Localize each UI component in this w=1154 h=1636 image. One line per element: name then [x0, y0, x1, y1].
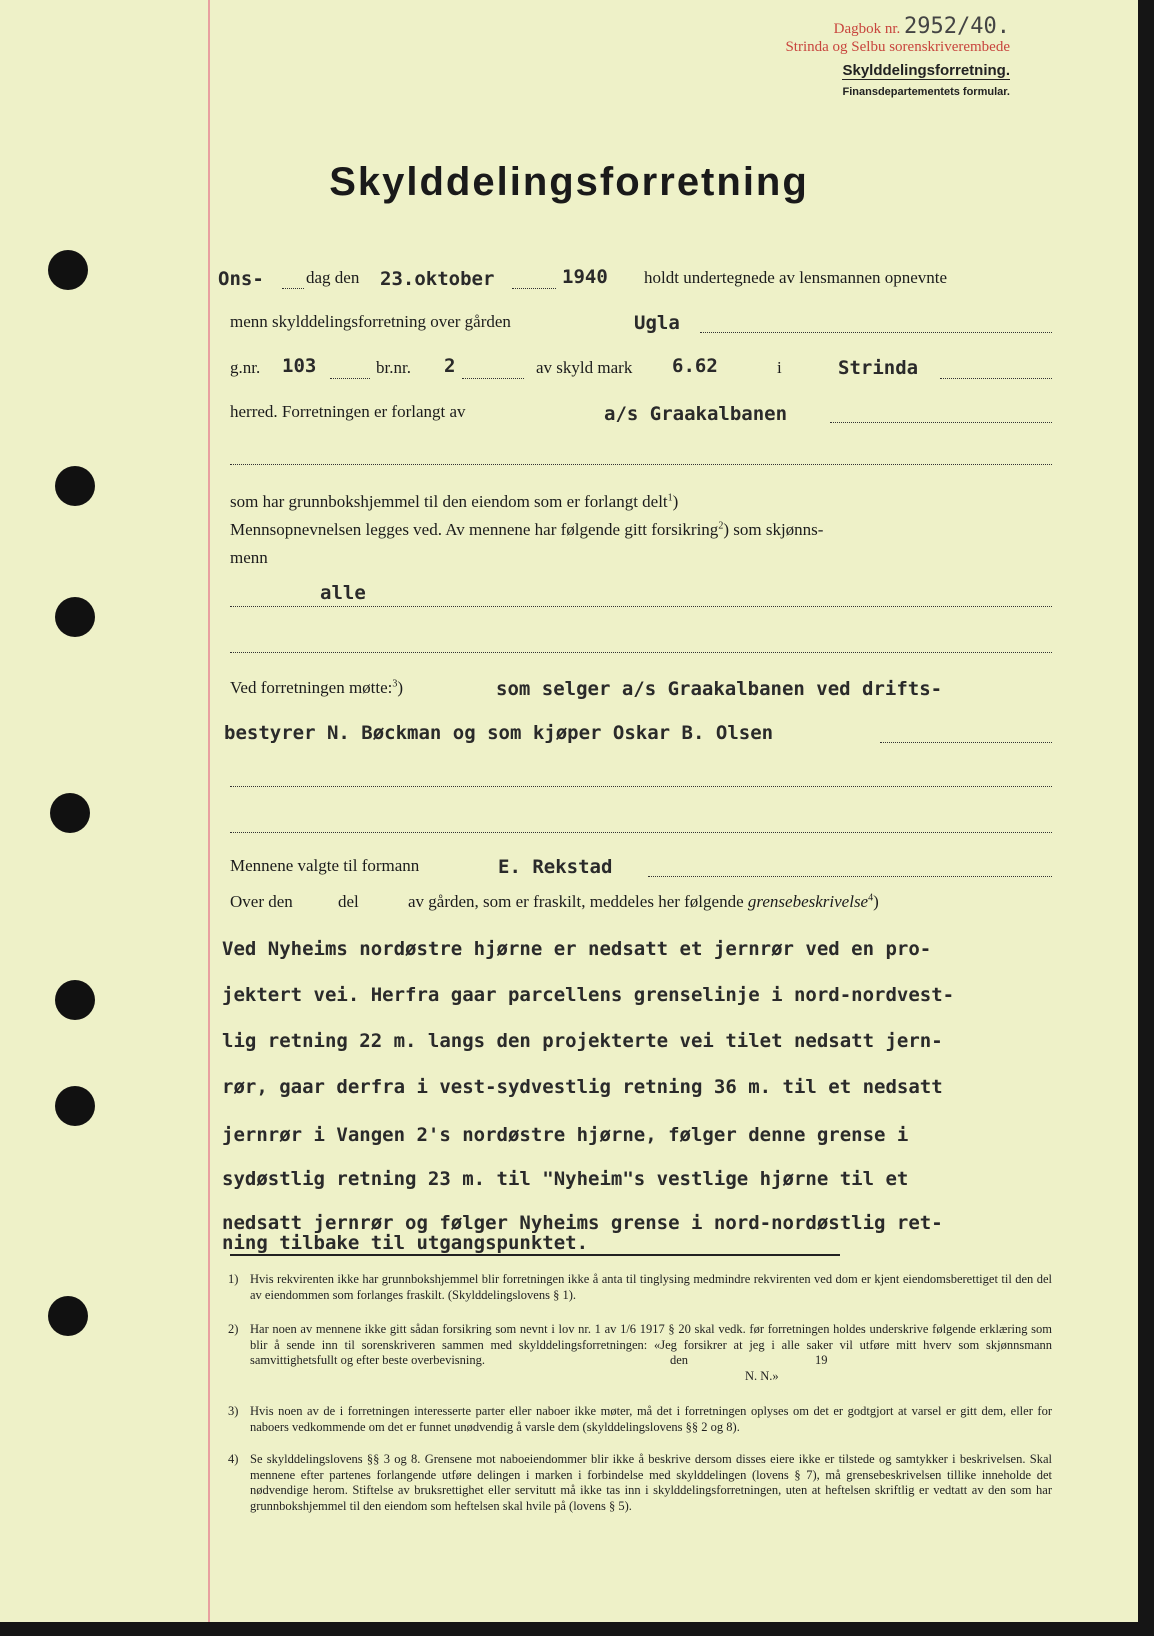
label-chairman: Mennene valgte til formann [230, 856, 420, 875]
boundary-line: sydøstlig retning 23 m. til "Nyheim"s vestlige hjørne til et [222, 1168, 909, 1190]
label-gnr: g.nr. [230, 358, 261, 377]
fill-line [230, 464, 1052, 465]
footnote-ref: 1 [667, 492, 673, 504]
journal-number: 2952/40. [904, 14, 1010, 39]
boundary-line: ning tilbake til utgangspunktet. [222, 1232, 589, 1254]
attendance-line: bestyrer N. Bøckman og som kjøper Oskar B. Olsen [224, 722, 774, 744]
para-line: som har grunnbokshjemmel til den eiendom som er forlangt delt$^1$) [230, 492, 679, 511]
fill-line [830, 422, 1052, 423]
fill-line [230, 606, 1052, 607]
label-text: Ved forretningen møtte: [230, 678, 393, 697]
punch-hole [55, 980, 95, 1020]
footnote-mark: 2) [228, 1322, 239, 1336]
intro-text: del [338, 892, 359, 911]
para-line: Mennsopnevnelsen legges ved. Av mennene har følgende gitt forsikring$^2$) som skjønns- [230, 520, 824, 539]
brnr-value: 2 [444, 355, 456, 377]
boundary-line: Ved Nyheims nordøstre hjørne er nedsatt et jernrør ved en pro- [222, 938, 932, 960]
footnote-ref: 4 [868, 892, 874, 904]
gnr-value: 103 [282, 355, 317, 377]
requester-value: a/s Graakalbanen [604, 403, 788, 425]
label-brnr: br.nr. [376, 358, 411, 377]
boundary-line: rør, gaar derfra i vest-sydvestlig retning 36 m. til et nedsatt [222, 1076, 943, 1098]
footnote-text: Se skylddelingslovens §§ 3 og 8. Grensene mot naboeiendommer blir ikke å beskrive dersom disses eiere ikke er tilstede og samtykker i beskrivelsen. Skal mennene efter partenes forlangende utføre delingen i marken i forbindelse med skylddelingen (lovens § 7), må grensebeskrivelsen tillike inneholde det nødvendige herom. Stiftelse av bruksrettighet eller servitutt må ikke tas inn i skylddelingsforretningen, uten at heftelsen skriftlig er vedtatt av den som har grunnbokshjemmel til den eiendom som heftelsen skal hvile på (lovens § 5). [250, 1452, 1052, 1513]
punch-hole [48, 250, 88, 290]
para-text: Mennsopnevnelsen legges ved. Av mennene har følgende gitt forsikring [230, 520, 719, 539]
attendance-line: som selger a/s Graakalbanen ved drifts- [496, 678, 943, 700]
fill-line [230, 832, 1052, 833]
para-line: menn [230, 548, 268, 567]
form-source: Finansdepartementets formular. [842, 86, 1010, 98]
label-attendance: Ved forretningen møtte:$^3$) [230, 678, 404, 697]
chairman-name: E. Rekstad [498, 856, 613, 878]
fill-line [940, 378, 1052, 379]
punch-hole [55, 1086, 95, 1126]
fill-line [462, 378, 524, 379]
skyld-value: 6.62 [672, 355, 718, 377]
boundary-line: nedsatt jernrør og følger Nyheims grense i nord-nordøstlig ret- [222, 1212, 943, 1234]
footnote [228, 1272, 1052, 1303]
label-holdt: holdt undertegnede av lensmannen opnevnte [644, 268, 948, 287]
footnote [228, 1322, 1052, 1385]
fill-line [230, 652, 1052, 653]
punch-hole [55, 466, 95, 506]
herred-value: Strinda [838, 357, 919, 379]
intro-text: av gården, som er fraskilt, meddeles her følgende grensebeskrivelse$^4$) [408, 892, 879, 911]
para-text: som har grunnbokshjemmel til den eiendom som er forlangt delt [230, 492, 668, 511]
fill-line [700, 332, 1052, 333]
intro-text: Over den [230, 892, 293, 911]
footnote-ref: 3 [392, 678, 398, 690]
intro-text-main: av gården, som er fraskilt, meddeles her følgende [408, 892, 744, 911]
fill-line [282, 288, 304, 289]
stamp-label: Dagbok nr. [833, 21, 901, 37]
fill-line [880, 742, 1052, 743]
boundary-line: jektert vei. Herfra gaar parcellens grenselinje i nord-nordvest- [222, 984, 955, 1006]
year-value: 1940 [562, 266, 608, 288]
punch-hole [48, 1296, 88, 1336]
assurance-answer: alle [320, 582, 366, 604]
footnote-text: Hvis rekvirenten ikke har grunnbokshjemmel blir forretningen ikke å anta til tinglysing medmindre rekvirenten ved dom er kjent eiendomsberettiget til den del av eiendommen som forlanges fraskilt. (Skylddelingslovens § 1). [250, 1272, 1052, 1302]
footnote-year: 19 [815, 1352, 828, 1367]
footnote [228, 1404, 1052, 1435]
journal-stamp [785, 14, 1010, 56]
footnote-mark: 1) [228, 1272, 239, 1286]
fill-line [230, 786, 1052, 787]
label-requester: herred. Forretningen er forlangt av [230, 402, 466, 421]
weekday: Ons- [218, 268, 264, 290]
boundary-line: jernrør i Vangen 2's nordøstre hjørne, følger denne grense i [222, 1124, 909, 1146]
fill-line [512, 288, 556, 289]
para-text: som skjønns- [733, 520, 824, 539]
label-skyld: av skyld mark [536, 358, 633, 377]
footnote-separator [230, 1254, 840, 1256]
form-name: Skylddelingsforretning. [842, 62, 1010, 79]
farm-value: Ugla [634, 312, 680, 334]
label-farm: menn skylddelingsforretning over gården [230, 312, 511, 331]
footnote-ref: 2 [718, 520, 724, 532]
footnote-nn: N. N.» [745, 1368, 779, 1383]
fill-line [648, 876, 1052, 877]
footnote-text: Hvis noen av de i forretningen interesserte parter eller naboer ikke møter, må det i forretningen oplyses om det er godtgjort at varsel er gitt dem, eller for naboers vedkommende om det er funnet unødvendig å varsle dem (skylddelingslovens §§ 2 og 8). [250, 1404, 1052, 1434]
date-value: 23.oktober [380, 268, 495, 290]
document-title: Skylddelingsforretning [329, 160, 809, 204]
footnote-mark: 4) [228, 1452, 239, 1466]
punch-hole [55, 597, 95, 637]
label-dag-den: dag den [306, 268, 360, 287]
label-i: i [777, 358, 782, 377]
footnote-text: Har noen av mennene ikke gitt sådan forsikring som nevnt i lov nr. 1 av 1/6 1917 § 20 skal vedk. før forretningen holdes underskrive følgende erklæring som blir å sende inn til sorenskriveren sammen med skylddelingsforretningen: «Jeg forsikrer at jeg i alle saker vil utføre mitt hverv som skjønnsmann samvittighetsfullt og efter beste overbevisning. [250, 1322, 1052, 1367]
intro-emphasis: grensebeskrivelse [747, 892, 869, 911]
fill-line [330, 378, 370, 379]
footnote-mark: 3) [228, 1404, 239, 1418]
punch-hole [50, 793, 90, 833]
margin-line [208, 0, 210, 1622]
footnote [228, 1452, 1052, 1514]
stamp-office: Strinda og Selbu sorenskriverembede [785, 39, 1010, 55]
footnote-den: den [670, 1352, 689, 1367]
boundary-line: lig retning 22 m. langs den projekterte vei tilet nedsatt jern- [222, 1030, 943, 1052]
